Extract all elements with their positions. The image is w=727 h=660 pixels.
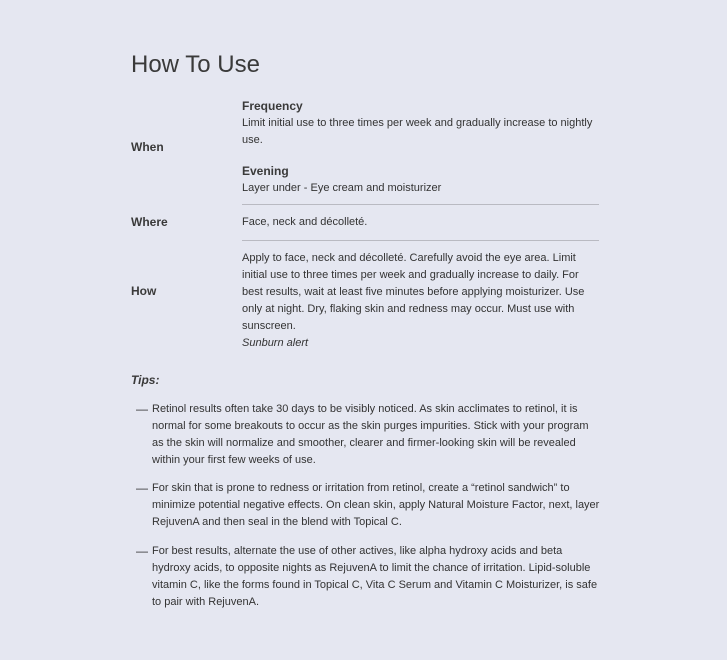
frequency-title: Frequency bbox=[242, 99, 303, 113]
row-value-how bbox=[242, 250, 602, 352]
row-where bbox=[131, 214, 599, 234]
page-title: How To Use bbox=[131, 51, 260, 78]
tip-text: For best results, alternate the use of other actives, like alpha hydroxy acids and beta hydroxy acids, to opposite nights as RejuvenA to limit the chance of irritation. Lipid-soluble vitamin C, like the forms found in Topical C, Vita C Serum and Vitamin C Moisturizer, is safe to pair with RejuvenA. bbox=[152, 545, 598, 608]
dash-bullet: — bbox=[136, 402, 148, 416]
dash-bullet: — bbox=[136, 481, 148, 495]
row-value-when bbox=[242, 98, 602, 197]
dash-bullet: — bbox=[136, 544, 148, 558]
tips-title: Tips: bbox=[131, 373, 160, 387]
row-value-where: Face, neck and décolleté. bbox=[242, 216, 368, 228]
row-how bbox=[131, 250, 599, 355]
row-label-where: Where bbox=[131, 215, 168, 229]
row-label-when: When bbox=[131, 140, 164, 154]
evening-text: Layer under - Eye cream and moisturizer bbox=[242, 182, 442, 194]
evening-title: Evening bbox=[242, 164, 289, 178]
tip-text: For skin that is prone to redness or irritation from retinol, create a “retinol sandwich” to minimize potential negative effects. On clean skin, apply Natural Moisture Factor, next, layer RejuvenA and then seal in the blend with Topical C. bbox=[152, 482, 600, 528]
row-when bbox=[131, 98, 599, 198]
frequency-text: Limit initial use to three times per week and gradually increase to nightly use. bbox=[242, 117, 593, 146]
divider bbox=[242, 240, 599, 241]
tip-text: Retinol results often take 30 days to be visibly noticed. As skin acclimates to retinol, it is normal for some breakouts to occur as the skin purges impurities. Stick with your program as the skin will normalize and smoother, clearer and firmer-looking skin will be revealed within your first few weeks of use. bbox=[152, 403, 589, 466]
sunburn-note: Sunburn alert bbox=[242, 337, 309, 349]
how-text: Apply to face, neck and décolleté. Carefully avoid the eye area. Limit initial use to three times per week and gradually increase to daily. For best results, wait at least five minutes before applying moisturizer. Use only at night. Dry, flaking skin and redness may occur. Must use with sunscreen. bbox=[242, 252, 585, 332]
row-label-how: How bbox=[131, 284, 157, 298]
divider bbox=[242, 204, 599, 205]
